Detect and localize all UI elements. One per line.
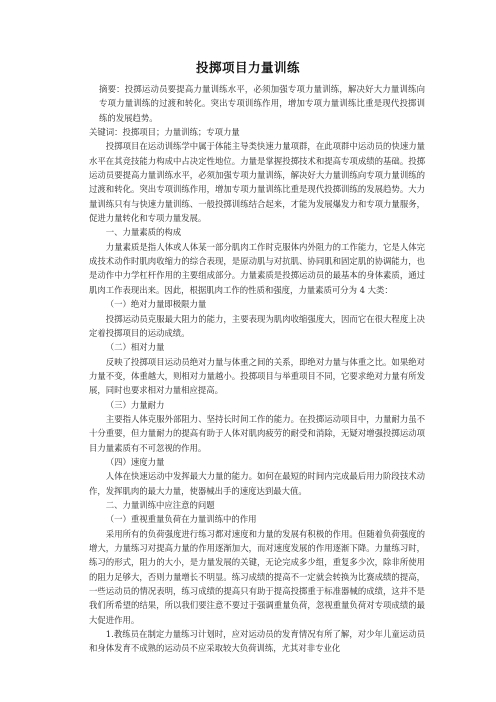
abstract-paragraph: 摘要：投掷运动员要提高力量训练水平，必须加强专项力量训练，解决好大力量训练向专项力量训练的过渡和转化。突出专项训练作用，增加专项力量训练比重是现代投掷训练的发展趋势。 [99, 84, 425, 123]
body-paragraph: 反映了投掷项目运动员绝对力量与体重之间的关系，即绝对力量与体重之比。如果绝对力量不变，体重越大，则相对力量越小。投掷项目与举重项目不同，它要求绝对力量有所发展，同时也要求相对力量相应提高。 [89, 356, 425, 396]
subsection-heading: （四）速度力量 [105, 456, 165, 467]
subsection-heading: （一）绝对力量即极限力量 [105, 299, 207, 310]
keywords-line: 关键词：投掷项目；力量训练；专项力量 [89, 127, 240, 138]
body-paragraph: 力量素质是指人体或人体某一部分肌肉工作时克服体内外阻力的工作能力，它是人体完成技术动作时肌肉收缩力的综合表现，是原动肌与对抗肌、协同肌和固定肌的协调能力，也是动作中力学杠杆作用的主要组成部分。力量素质是投掷运动员的最基本的身体素质，通过肌肉工作表现出来。因此，根据肌肉工作的性质和强度，力量素质可分为 4 大类： [89, 241, 425, 295]
subsection-heading: （一）重视重量负荷在力量训练中的作用 [105, 514, 257, 525]
body-paragraph: 投掷运动员克服最大阻力的能力，主要表现为肌肉收缩强度大，因而它在很大程度上决定着投掷项目的运动成绩。 [89, 313, 425, 338]
subsection-heading: （三）力量耐力 [105, 399, 165, 410]
body-paragraph: 主要指人体克服外部阻力、坚持长时间工作的能力。在投掷运动项目中，力量耐力虽不十分重要，但力量耐力的提高有助于人体对肌肉疲劳的耐受和消除，无疑对增强投掷运动项目力量素质有不可忽视的作用。 [89, 413, 425, 453]
section-heading-2: 二、力量训练中应注意的问题 [105, 499, 215, 510]
section-heading-1: 一、力量素质的构成 [105, 227, 182, 238]
subsection-heading: （二）相对力量 [105, 342, 165, 353]
body-paragraph: 人体在快速运动中发挥最大力量的能力。如何在最短的时间内完成最后用力阶段技术动作，发挥肌肉的最大力量，使器械出手的速度达到最大值。 [89, 471, 425, 496]
body-paragraph: 采用所有的负荷强度进行练习都对速度和力量的发展有积极的作用。但随着负荷强度的增大，力量练习对提高力量的作用逐渐加大，而对速度发展的作用逐渐下降。力量练习时，练习的形式，阻力的大小，是力量发展的关键，无论完成多少组，重复多少次，除非所使用的阻力足够大，否则力量增长不明显。练习成绩的提高不一定就会转换为比赛成绩的提高，一些运动员的情况表明，练习成绩的提高只有助于提高投掷重于标准器械的成绩，这并不是我们所希望的结果，所以我们要注意不要过于强调重量负荷，忽视重量负荷对专项成绩的最大促进作用。 [89, 528, 425, 625]
intro-paragraph: 投掷项目在运动训练学中属于体能主导类快速力量项群，在此项群中运动员的快速力量水平在其竞技能力构成中占决定性地位。力量是掌握投掷技术和提高专项成绩的基础。投掷运动员要提高力量训练水平，必须加强专项力量训练，解决好大力量训练向专项力量训练的过渡和转化。突出专项训练作用，增加专项力量训练比重是现代投掷训练的发展趋势。大力量训练只有与快速力量训练、一般投掷训练结合起来，才能为发展爆发力和专项力量服务，促进力量转化和专项力量发展。 [89, 141, 425, 224]
document-title: 投掷项目力量训练 [195, 60, 300, 75]
document-body [89, 82, 425, 656]
numbered-paragraph: 1.教练员在制定力量练习计划时，应对运动员的发育情况有所了解，对少年儿童运动员和身体发育不成熟的运动员不应采取较大负荷训练，尤其对非专业化 [89, 629, 425, 654]
